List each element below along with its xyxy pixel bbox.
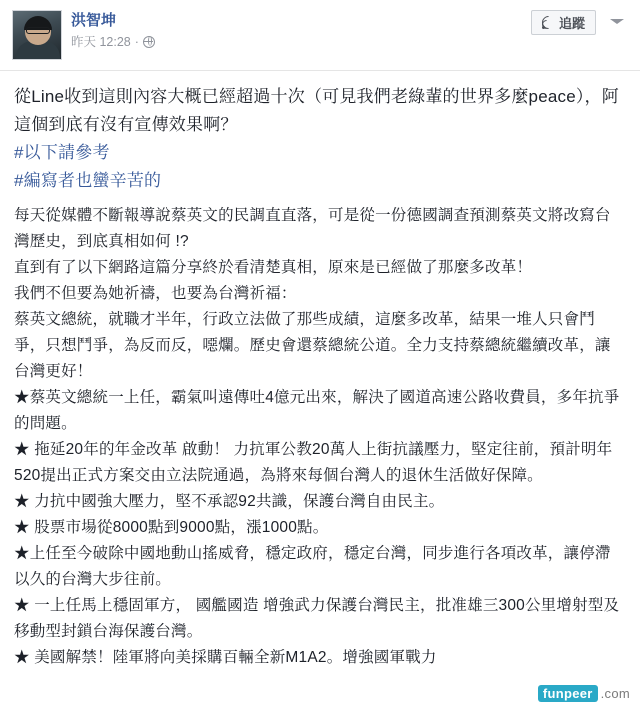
avatar-glasses: [26, 27, 50, 34]
post-timestamp[interactable]: 昨天 12:28: [71, 35, 131, 49]
post-paragraph: 我們不但要為她祈禱，也要為台灣祈福：: [14, 285, 297, 302]
post-paragraph: ★上任至今破除中國地動山搖威脅，穩定政府，穩定台灣，同步進行各項改革，讓停滯以久的台灣大步往前。: [14, 545, 611, 588]
paragraph-gap: [14, 195, 626, 203]
post-header: [0, 0, 640, 62]
post-body: [0, 71, 640, 671]
post-meta: [71, 34, 156, 50]
watermark-badge: funpeer: [538, 685, 598, 702]
post-paragraph: 蔡英文總統，就職才半年，行政立法做了那些成績，這麼多改革，結果一堆人只會鬥爭，只想鬥爭，為反而反，噁爛。歷史會還蔡總統公道。全力支持蔡總統繼續改革，讓台灣更好！: [14, 311, 611, 380]
post-intro-paragraph: 從Line收到這則內容大概已經超過十次（可見我們老綠輩的世界多麼peace），阿這個到底有沒有宣傳效果啊？: [14, 87, 619, 134]
follow-button[interactable]: [531, 10, 596, 35]
hashtag-link[interactable]: #編寫者也蠻辛苦的: [14, 171, 162, 190]
meta-separator: ·: [134, 35, 139, 49]
post-paragraph: ★ 一上任馬上穩固軍方， 國艦國造 增強武力保護台灣民主，批准雄三300公里增射型及移動型封鎖台海保護台灣。: [14, 597, 620, 640]
post-paragraph: ★ 拖延20年的年金改革 啟動！ 力抗軍公教20萬人上街抗議壓力，堅定往前，預計明年520提出正式方案交由立法院通過，為將來每個台灣人的退休生活做好保障。: [14, 441, 613, 484]
post-paragraph: ★蔡英文總統一上任，霸氣叫遠傳吐4億元出來，解決了國道高速公路收費員，多年抗爭的問題。: [14, 389, 620, 432]
post-paragraph: 每天從媒體不斷報導說蔡英文的民調直直落，可是從一份德國調查預測蔡英文將改寫台灣歷史，到底真相如何 !?: [14, 207, 611, 250]
watermark-text: .com: [600, 686, 630, 701]
post-paragraph: ★ 力抗中國強大壓力，堅不承認92共識，保護台灣自由民主。: [14, 493, 445, 510]
hashtag-link[interactable]: #以下請參考: [14, 143, 110, 162]
chevron-down-icon[interactable]: [608, 14, 626, 32]
globe-icon: [143, 36, 155, 48]
author-name[interactable]: 洪智坤: [71, 12, 117, 29]
watermark: [534, 684, 634, 703]
rss-icon: [542, 17, 554, 29]
avatar[interactable]: [12, 10, 62, 60]
post-header-text: [71, 10, 156, 50]
post-paragraph: 直到有了以下網路這篇分享終於看清楚真相，原來是已經做了那麼多改革！: [14, 259, 533, 276]
post-paragraph: ★ 股票市場從8000點到9000點，漲1000點。: [14, 519, 329, 536]
post-paragraph: ★ 美國解禁！陸軍將向美採購百輛全新M1A2。增強國軍戰力: [14, 649, 437, 666]
follow-button-label: 追蹤: [558, 16, 585, 31]
